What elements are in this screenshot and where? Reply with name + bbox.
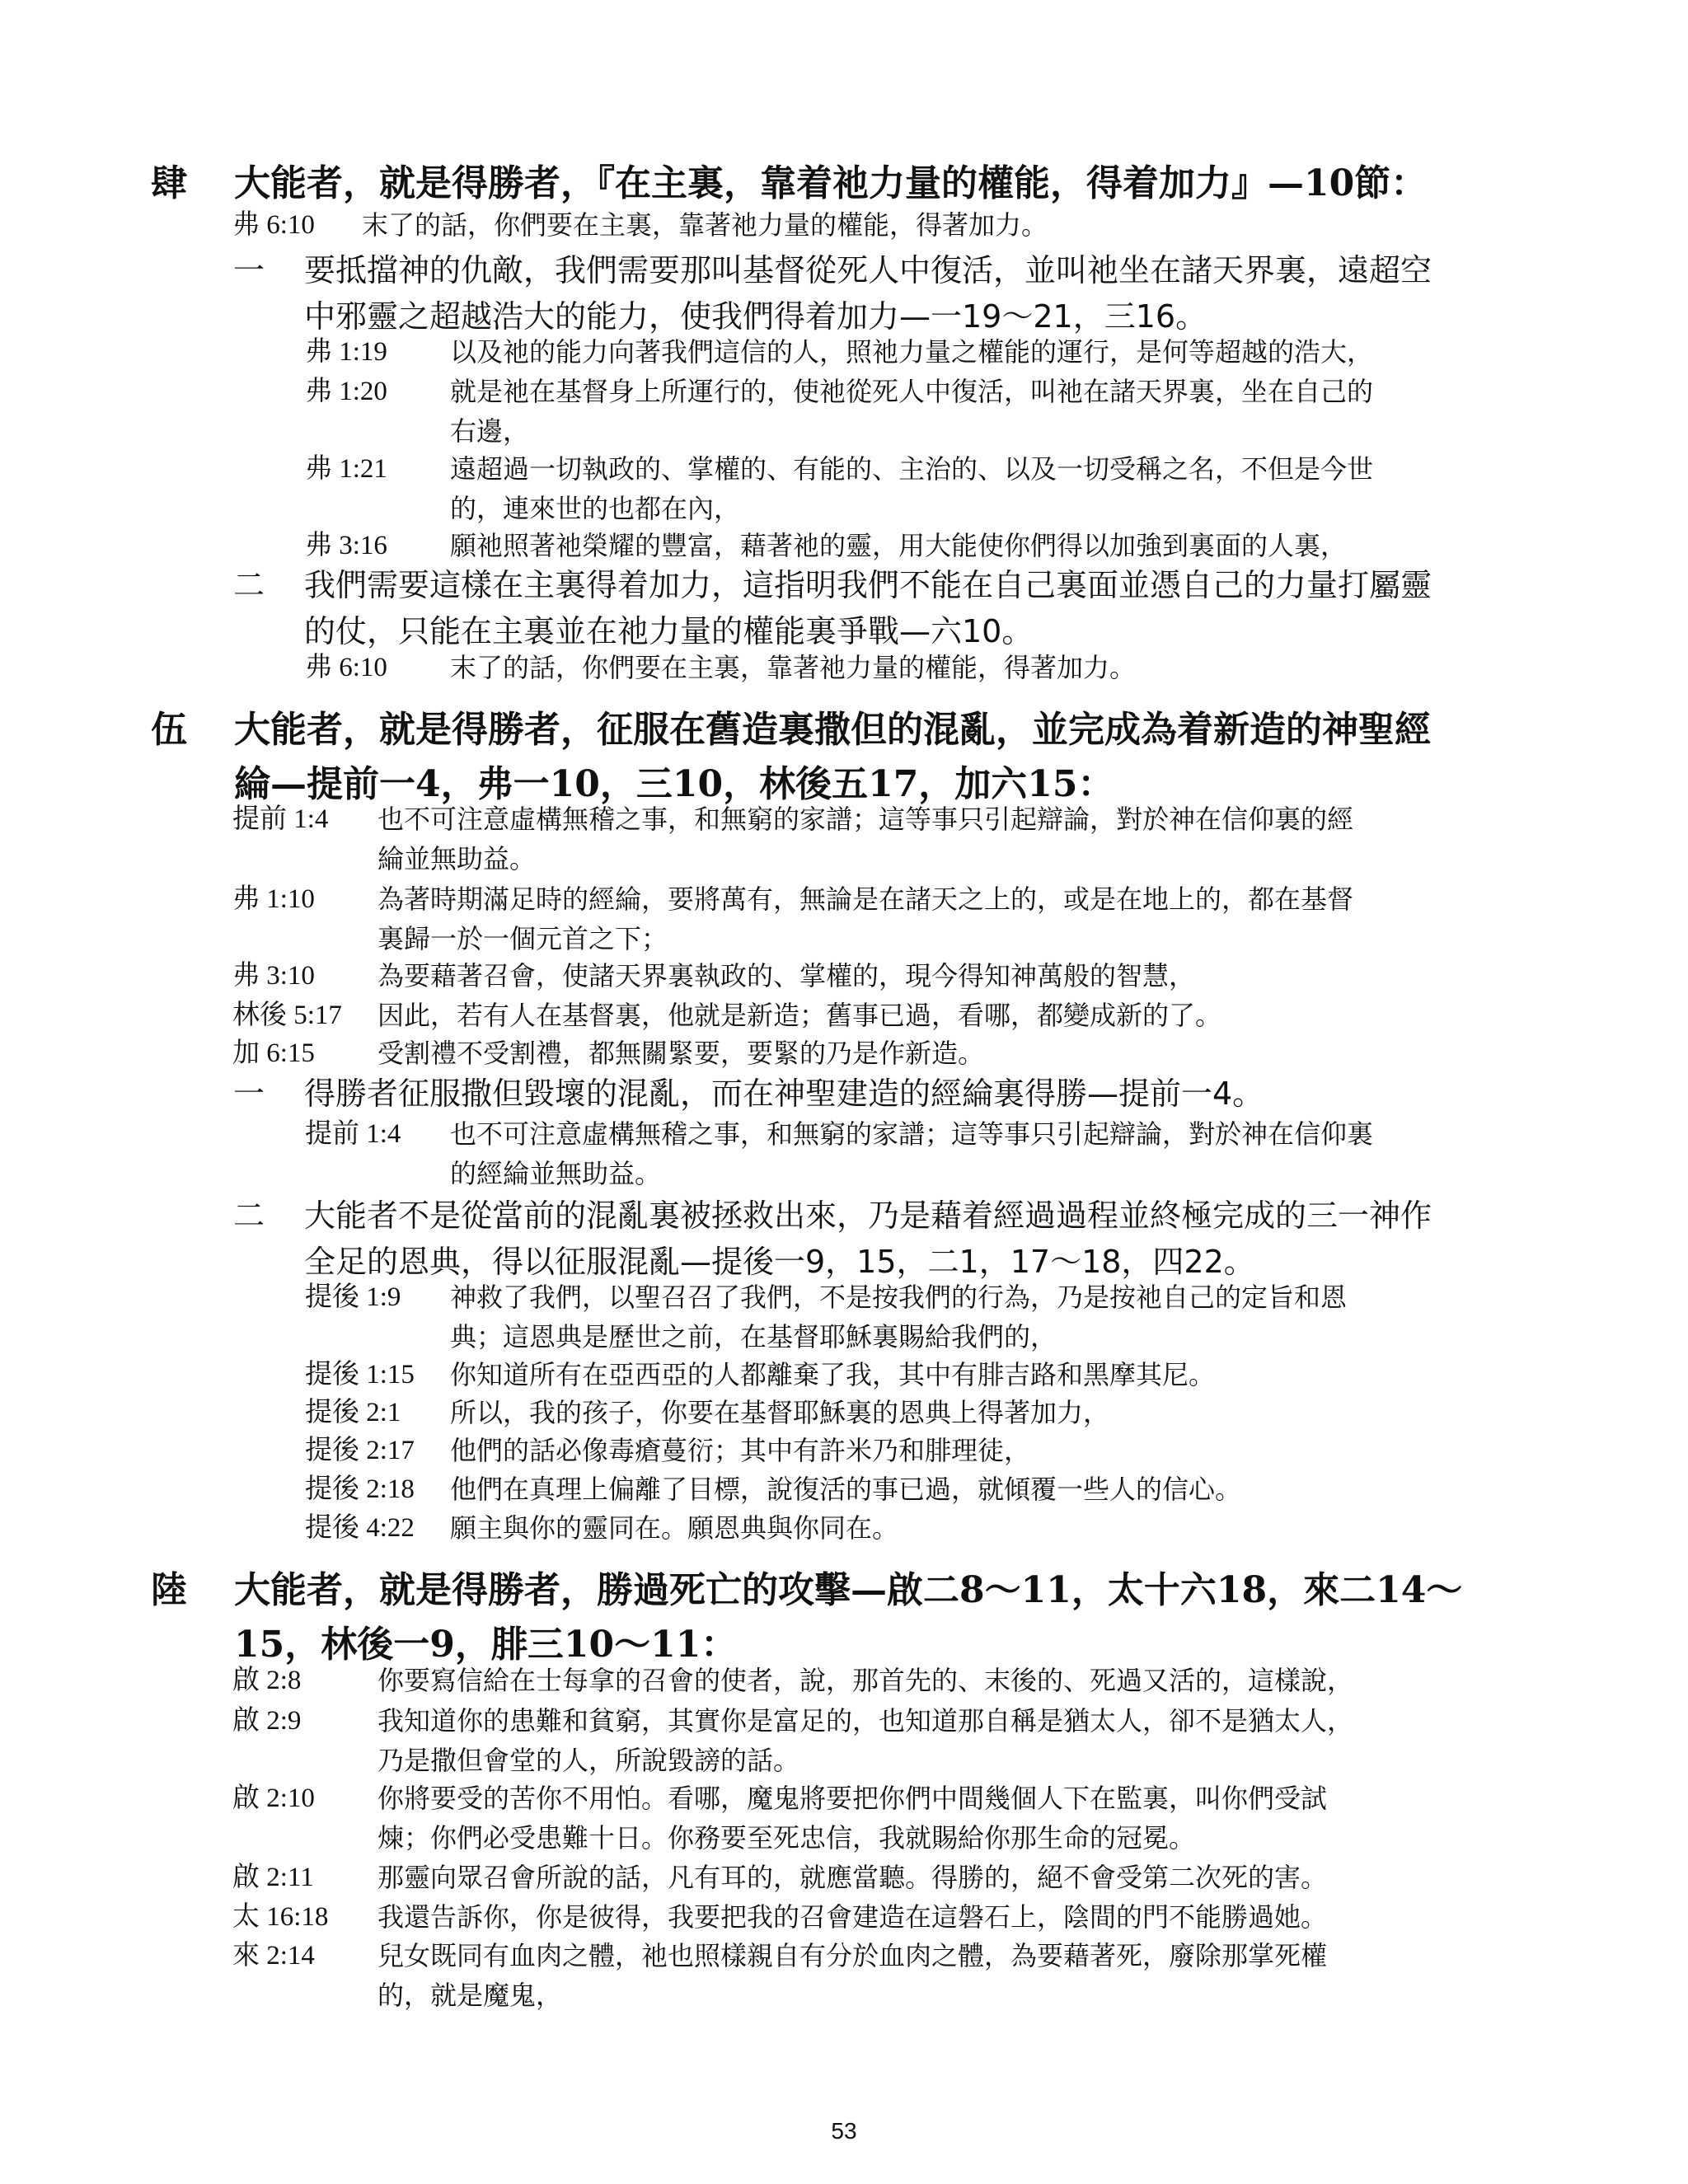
- point-text: 得勝者征服撒但毀壞的混亂，而在神聖建造的經綸裏得勝—提前一4。: [304, 1076, 1264, 1112]
- verse-reference: 弗 3:16: [305, 531, 387, 560]
- verse-reference: 弗 1:10: [232, 884, 315, 914]
- verse-text: 為著時期滿足時的經綸，要將萬有，無論是在諸天之上的，或是在地上的，都在基督: [377, 883, 1354, 915]
- section-title: 15，林後一9，腓三10～11：: [234, 1624, 738, 1666]
- verse-text: 神救了我們，以聖召召了我們，不是按我們的行為，乃是按祂自己的定旨和恩: [450, 1282, 1348, 1313]
- verse-text: 兒女既同有血肉之體，祂也照樣親自有分於血肉之體，為要藉著死，廢除那掌死權: [377, 1940, 1328, 1971]
- verse-text: 末了的話，你們要在主裏，靠著祂力量的權能，得著加力。: [450, 652, 1137, 683]
- verse-text: 願主與你的靈同在。願恩典與你同在。: [450, 1512, 899, 1544]
- verse-text: 的經綸並無助益。: [450, 1158, 662, 1189]
- point-text: 大能者不是從當前的混亂裏被拯救出來，乃是藉着經過過程並終極完成的三一神作: [304, 1197, 1432, 1234]
- verse-text: 就是祂在基督身上所運行的，使祂從死人中復活，叫祂在諸天界裏，坐在自己的: [450, 376, 1374, 407]
- verse-text: 他們在真理上偏離了目標，說復活的事已過，就傾覆一些人的信心。: [450, 1474, 1242, 1505]
- verse-reference: 林後 5:17: [232, 1001, 342, 1030]
- verse-reference: 弗 1:20: [305, 377, 387, 406]
- verse-reference: 提後 1:9: [305, 1282, 401, 1312]
- verse-reference: 提前 1:4: [232, 804, 329, 834]
- verse-reference: 弗 1:21: [305, 454, 387, 484]
- section-number: 肆: [151, 162, 187, 204]
- verse-reference: 提後 2:1: [305, 1398, 401, 1427]
- point-number: 二: [233, 567, 265, 603]
- verse-reference: 啟 2:9: [232, 1706, 302, 1736]
- section-title: 大能者，就是得勝者，征服在舊造裏撒但的混亂，並完成為着新造的神聖經: [234, 709, 1431, 751]
- verse-text: 乃是撒但會堂的人，所說毀謗的話。: [377, 1745, 800, 1776]
- verse-text: 遠超過一切執政的、掌權的、有能的、主治的、以及一切受稱之名，不但是今世: [450, 453, 1374, 485]
- point-text: 我們需要這樣在主裏得着加力，這指明我們不能在自己裏面並憑自己的力量打屬靈: [304, 567, 1432, 603]
- section-title: 大能者，就是得勝者，『在主裏，靠着祂力量的權能，得着加力』—10節：: [234, 162, 1428, 204]
- verse-reference: 弗 1:19: [305, 337, 387, 367]
- verse-text: 因此，若有人在基督裏，他就是新造；舊事已過，看哪，都變成新的了。: [377, 1000, 1222, 1031]
- verse-reference: 加 6:15: [232, 1038, 315, 1068]
- verse-text: 裏歸一於一個元首之下；: [377, 923, 668, 954]
- verse-reference: 啟 2:10: [232, 1783, 315, 1813]
- verse-reference: 弗 3:10: [232, 961, 315, 991]
- verse-reference: 來 2:14: [232, 1941, 315, 1971]
- verse-reference: 弗 6:10: [305, 653, 387, 682]
- verse-reference: 啟 2:11: [232, 1863, 314, 1892]
- verse-text: 你知道所有在亞西亞的人都離棄了我，其中有腓吉路和黑摩其尼。: [450, 1359, 1216, 1390]
- verse-text: 以及祂的能力向著我們這信的人，照祂力量之權能的運行，是何等超越的浩大，: [450, 336, 1374, 368]
- verse-reference: 提後 2:18: [305, 1474, 415, 1504]
- point-number: 一: [233, 252, 265, 288]
- verse-text: 也不可注意虛構無稽之事，和無窮的家譜；這等事只引起辯論，對於神在信仰裏的經: [377, 804, 1354, 835]
- point-text: 的仗，只能在主裏並在祂力量的權能裏爭戰—六10。: [304, 613, 1034, 649]
- point-number: 二: [233, 1197, 265, 1234]
- verse-reference: 提前 1:4: [305, 1119, 401, 1149]
- verse-text: 願祂照著祂榮耀的豐富，藉著祂的靈，用大能使你們得以加強到裏面的人裏，: [450, 530, 1348, 561]
- verse-text: 也不可注意虛構無稽之事，和無窮的家譜；這等事只引起辯論，對於神在信仰裏: [450, 1118, 1374, 1150]
- verse-text: 你要寫信給在士每拿的召會的使者，說，那首先的、末後的、死過又活的，這樣說，: [377, 1665, 1354, 1696]
- verse-text: 右邊，: [450, 415, 530, 447]
- verse-reference: 提後 1:15: [305, 1360, 415, 1390]
- section-number: 陸: [151, 1569, 187, 1611]
- section-title: 大能者，就是得勝者，勝過死亡的攻擊—啟二8～11，太十六18，來二14～: [234, 1569, 1463, 1611]
- verse-text: 我知道你的患難和貧窮，其實你是富足的，也知道那自稱是猶太人，卻不是猶太人，: [377, 1705, 1354, 1736]
- verse-text: 煉；你們必受患難十日。你務要至死忠信，我就賜給你那生命的冠冕。: [377, 1822, 1196, 1854]
- section-number: 伍: [151, 709, 187, 751]
- verse-reference: 啟 2:8: [232, 1666, 302, 1695]
- point-number: 一: [233, 1076, 265, 1112]
- verse-text: 為要藉著召會，使諸天界裏執政的、掌權的，現今得知神萬般的智慧，: [377, 960, 1196, 991]
- point-text: 中邪靈之超越浩大的能力，使我們得着加力—一19～21，三16。: [304, 298, 1207, 335]
- verse-text: 末了的話，你們要在主裏，靠著祂力量的權能，得著加力。: [362, 209, 1048, 241]
- verse-reference: 提後 4:22: [305, 1513, 415, 1543]
- verse-text: 受割禮不受割禮，都無關緊要，要緊的乃是作新造。: [377, 1038, 985, 1069]
- verse-reference: 弗 6:10: [232, 210, 315, 240]
- verse-text: 典；這恩典是歷世之前，在基督耶穌裏賜給我們的，: [450, 1321, 1057, 1352]
- verse-text: 他們的話必像毒瘡蔓衍；其中有許米乃和腓理徒，: [450, 1435, 1031, 1466]
- verse-text: 我還告訴你，你是彼得，我要把我的召會建造在這磐石上，陰間的門不能勝過她。: [377, 1901, 1328, 1933]
- verse-reference: 太 16:18: [232, 1902, 329, 1932]
- page-number: 53: [831, 2118, 857, 2144]
- verse-text: 的，就是魔鬼，: [377, 1980, 563, 2011]
- point-text: 要抵擋神的仇敵，我們需要那叫基督從死人中復活，並叫祂坐在諸天界裏，遠超空: [304, 252, 1432, 288]
- verse-text: 所以，我的孩子，你要在基督耶穌裏的恩典上得著加力，: [450, 1397, 1110, 1428]
- verse-reference: 提後 2:17: [305, 1436, 415, 1465]
- verse-text: 綸並無助益。: [377, 843, 537, 874]
- point-text: 全足的恩典，得以征服混亂—提後一9，15，二1，17～18，四22。: [304, 1244, 1255, 1280]
- verse-text: 那靈向眾召會所說的話，凡有耳的，就應當聽。得勝的，絕不會受第二次死的害。: [377, 1862, 1328, 1893]
- verse-text: 你將要受的苦你不用怕。看哪，魔鬼將要把你們中間幾個人下在監裏，叫你們受試: [377, 1783, 1328, 1814]
- verse-text: 的，連來世的也都在內，: [450, 493, 741, 524]
- section-title: 綸—提前一4，弗一10，三10，林後五17，加六15：: [234, 763, 1114, 805]
